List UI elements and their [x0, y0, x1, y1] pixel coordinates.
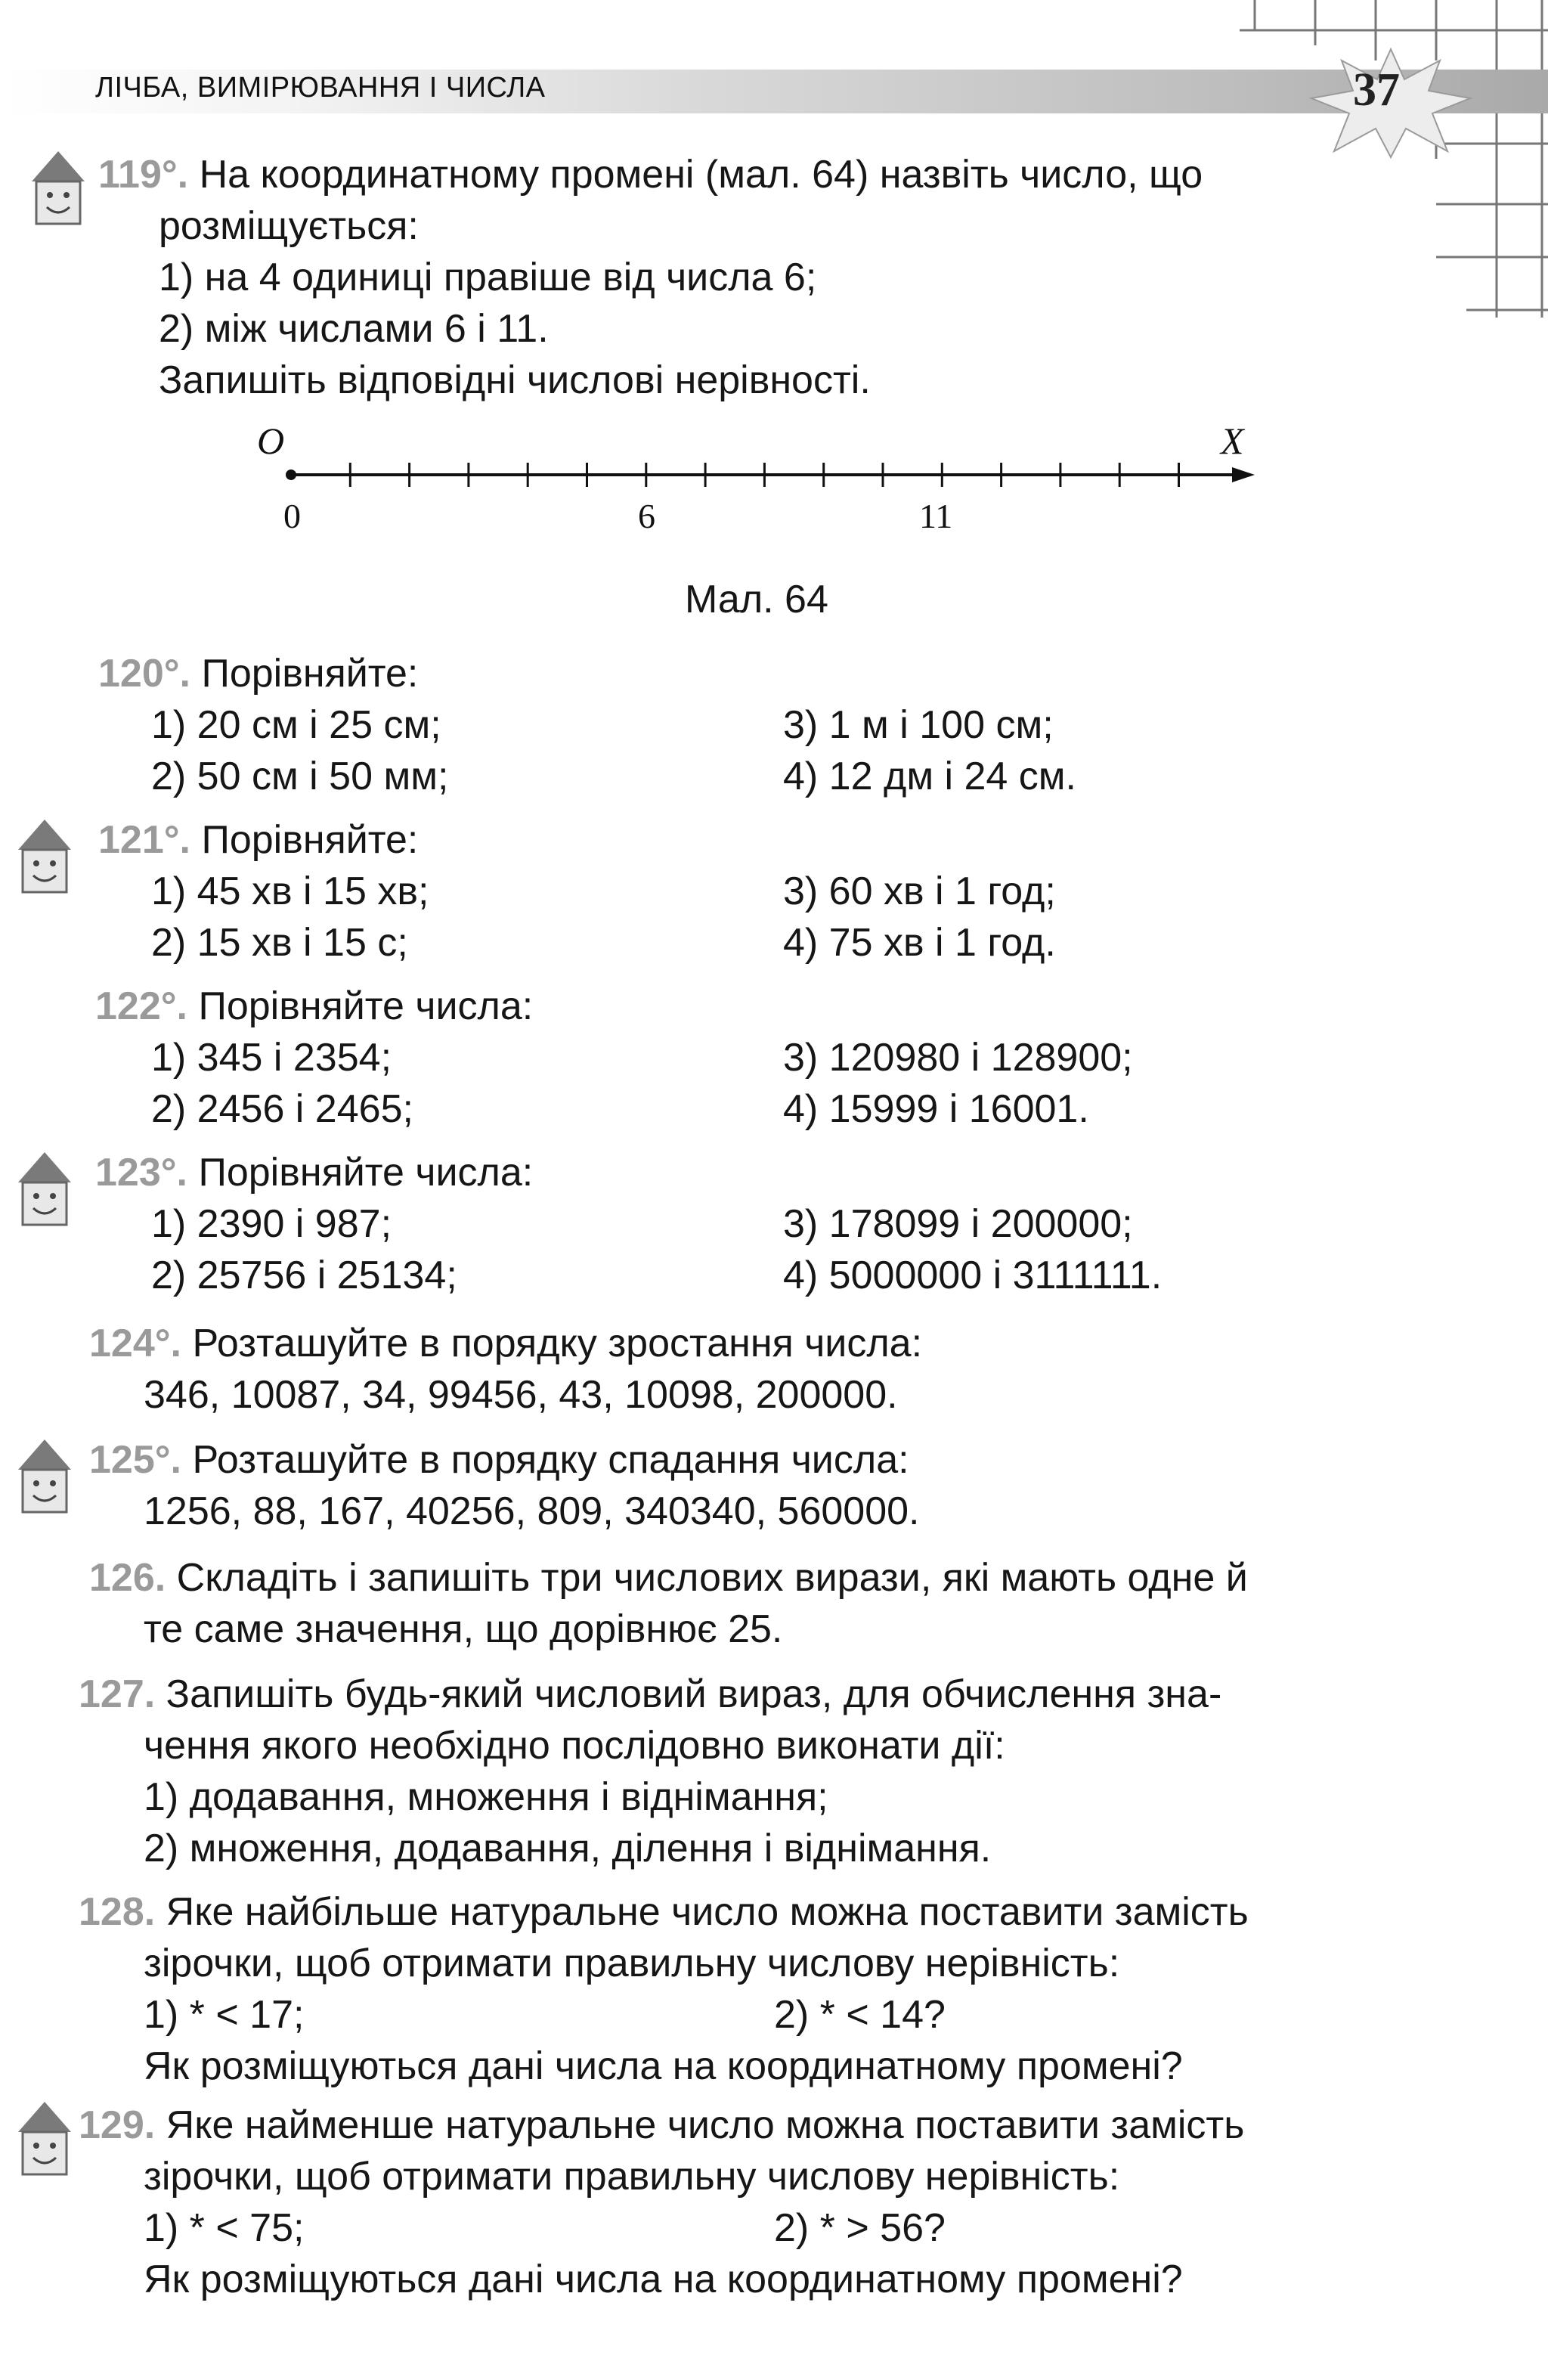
exercise-number: 127. — [79, 1672, 156, 1716]
exercise-129-item1: 1) * < 75; — [144, 2206, 305, 2250]
exercise-119-task: Запишіть відповідні числові нерівності. — [159, 358, 871, 402]
exercise-126-line2: те саме значення, що дорівнює 25. — [144, 1607, 783, 1651]
exercise-122-item4: 4) 15999 і 16001. — [783, 1087, 1089, 1131]
exercise-125-line1 — [89, 1436, 909, 1483]
tick-label-11: 11 — [919, 497, 953, 535]
exercise-text: Порівняйте числа: — [198, 984, 534, 1028]
exercise-125-numbers: 1256, 88, 167, 40256, 809, 340340, 560000. — [144, 1489, 920, 1533]
exercise-number: 122°. — [95, 984, 188, 1028]
tick-label-0: 0 — [283, 497, 301, 535]
exercise-text: Складіть і запишіть три числових вирази, які мають одне й — [176, 1556, 1248, 1600]
exercise-119-item1: 1) на 4 одиниці правіше від числа 6; — [159, 256, 817, 299]
exercise-number: 125°. — [89, 1438, 182, 1482]
exercise-127-item1: 1) додавання, множення і віднімання; — [144, 1775, 828, 1819]
exercise-128-item2: 2) * < 14? — [774, 1993, 946, 2037]
exercise-124-line1 — [89, 1320, 922, 1367]
exercise-number: 121°. — [98, 818, 191, 862]
exercise-122-item2: 2) 2456 і 2465; — [151, 1087, 413, 1131]
exercise-123-item3: 3) 178099 і 200000; — [783, 1202, 1133, 1246]
exercise-121-item4: 4) 75 хв і 1 год. — [783, 921, 1056, 965]
exercise-text: Розташуйте в порядку спадання числа: — [192, 1438, 909, 1482]
exercise-129-line1 — [79, 2102, 1244, 2149]
exercise-119-item2: 2) між числами 6 і 11. — [159, 307, 549, 351]
exercise-number: 120°. — [98, 652, 191, 696]
house-face-icon — [15, 817, 74, 895]
exercise-121-title — [98, 817, 418, 863]
exercise-124-numbers: 346, 10087, 34, 99456, 43, 10098, 200000. — [144, 1373, 898, 1417]
exercise-text: Розташуйте в порядку зростання числа: — [192, 1322, 923, 1365]
exercise-122-item3: 3) 120980 і 128900; — [783, 1036, 1133, 1080]
exercise-126-line1 — [89, 1554, 1248, 1601]
exercise-text: Порівняйте: — [201, 818, 419, 862]
exercise-number: 123°. — [95, 1151, 188, 1195]
exercise-number: 129. — [79, 2103, 156, 2147]
origin-point — [286, 469, 296, 480]
exercise-120-title — [98, 650, 418, 697]
exercise-text: Запишіть будь-який числовий вираз, для обчислення зна- — [166, 1672, 1222, 1716]
exercise-120-item1: 1) 20 см і 25 см; — [151, 703, 441, 747]
exercise-128-question: Як розміщуються дані числа на координатному промені? — [144, 2044, 1183, 2088]
exercise-text: Порівняйте числа: — [198, 1151, 534, 1195]
house-face-icon — [15, 2099, 74, 2177]
exercise-120-item4: 4) 12 дм і 24 см. — [783, 755, 1076, 798]
tick-label-6: 6 — [638, 497, 655, 535]
exercise-text: Яке найбільше натуральне число можна поставити замість — [166, 1890, 1249, 1934]
exercise-120-item2: 2) 50 см і 50 мм; — [151, 755, 449, 798]
exercise-128-line1 — [79, 1889, 1249, 1935]
exercise-123-title — [95, 1149, 533, 1196]
exercise-122-item1: 1) 345 і 2354; — [151, 1036, 392, 1080]
house-face-icon — [15, 1436, 74, 1515]
exercise-number: 128. — [79, 1890, 156, 1934]
origin-label: O — [257, 420, 285, 462]
exercise-text: Яке найменше натуральне число можна поставити замість — [166, 2103, 1245, 2147]
exercise-number: 124°. — [89, 1322, 182, 1365]
exercise-121-item3: 3) 60 хв і 1 год; — [783, 869, 1056, 913]
page-number: 37 — [1353, 64, 1400, 116]
exercise-123-item1: 1) 2390 і 987; — [151, 1202, 392, 1246]
exercise-129-item2: 2) * > 56? — [774, 2206, 946, 2250]
ray-arrow — [1232, 467, 1255, 482]
house-face-icon — [29, 148, 88, 227]
exercise-121-item1: 1) 45 хв і 15 хв; — [151, 869, 429, 913]
exercise-text: На координатному промені (мал. 64) назвіть число, що — [199, 153, 1203, 197]
exercise-123-item2: 2) 25756 і 25134; — [151, 1254, 457, 1297]
exercise-122-title — [95, 983, 533, 1030]
axis-label: X — [1221, 420, 1244, 462]
exercise-127-item2: 2) множення, додавання, ділення і віднімання. — [144, 1827, 992, 1870]
exercise-129-question: Як розміщуються дані числа на координатному промені? — [144, 2258, 1183, 2301]
running-head: ЛІЧБА, ВИМІРЮВАННЯ І ЧИСЛА — [95, 72, 546, 104]
exercise-127-line2: чення якого необхідно послідовно виконати дії: — [144, 1724, 1005, 1768]
exercise-number: 126. — [89, 1556, 166, 1600]
exercise-119-line2: розміщується: — [159, 204, 419, 248]
exercise-128-item1: 1) * < 17; — [144, 1993, 305, 2037]
exercise-127-line1 — [79, 1671, 1221, 1718]
coordinate-ray-figure — [257, 416, 1315, 552]
exercise-121-item2: 2) 15 хв і 15 с; — [151, 921, 408, 965]
figure-caption: Мал. 64 — [685, 578, 828, 621]
exercise-129-line2: зірочки, щоб отримати правильну числову нерівність: — [144, 2155, 1120, 2199]
exercise-number: 119°. — [98, 153, 189, 197]
exercise-120-item3: 3) 1 м і 100 см; — [783, 703, 1054, 747]
exercise-128-line2: зірочки, щоб отримати правильну числову нерівність: — [144, 1941, 1120, 1985]
house-face-icon — [15, 1149, 74, 1228]
exercise-119-line1 — [98, 151, 1203, 198]
exercise-123-item4: 4) 5000000 і 3111111. — [783, 1254, 1163, 1297]
exercise-text: Порівняйте: — [201, 652, 419, 696]
